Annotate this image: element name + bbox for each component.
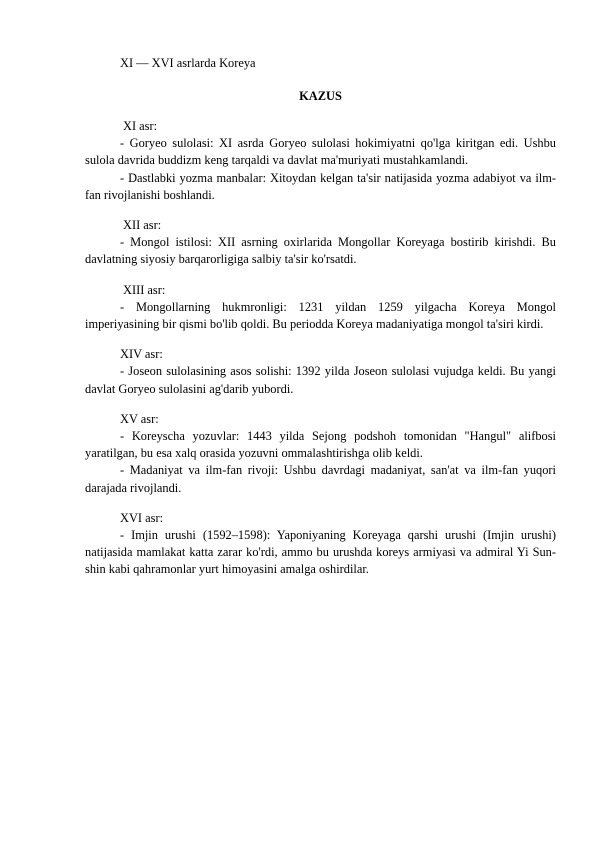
section-paragraph: - Koreyscha yozuvlar: 1443 yilda Sejong podshoh tomonidan "Hangul" alifbosi yaratilgan, bu esa xalq orasida yozuvni ommalashtirishga olib keldi. <box>85 429 556 461</box>
section-paragraph: - Imjin urushi (1592–1598): Yaponiyaning Koreyaga qarshi urushi (Imjin urushi) natijasida mamlakat katta zarar ko'rdi, ammo bu urushda koreys armiyasi va admiral Yi Sun-shin kabi qahramonlar yurt himoyasini amalga oshirdilar. <box>85 528 556 577</box>
document-title: XI — XVI asrlarda Koreya <box>120 56 256 70</box>
section-label: XII asr: <box>123 218 162 233</box>
section-paragraph: - Mongollarning hukmronligi: 1231 yildan 1259 yilgacha Koreya Mongol imperiyasining bir qismi bo'lib qoldi. Bu periodda Koreya madaniyatiga mongol ta'siri kirdi. <box>85 299 556 332</box>
section-xiii <box>85 282 556 334</box>
section-xiv <box>85 346 556 398</box>
section-label: XI asr: <box>123 119 158 133</box>
section-paragraph: - Goryeo sulolasi: XI asrda Goryeo sulolasi hokimiyatni qo'lga kiritgan edi. Ushbu sulola davrida buddizm keng tarqaldi va davlat ma'muriyati mustahkamlandi. <box>85 136 556 168</box>
section-paragraph: - Joseon sulolasining asos solishi: 1392 yilda Joseon sulolasi vujudga keldi. Bu yangi davlat Goryeo sulolasini ag'darib yubordi. <box>85 364 556 396</box>
document-heading: KAZUS <box>299 89 342 103</box>
section-paragraph: - Mongol istilosi: XII asrning oxirlarida Mongollar Koreyaga bostirib kirishdi. Bu davlatning siyosiy barqarorligiga salbiy ta'sir ko'rsatdi. <box>85 235 556 267</box>
section-xi <box>85 118 556 204</box>
section-xv <box>85 411 556 497</box>
section-paragraph: - Dastlabki yozma manbalar: Xitoydan kelgan ta'sir natijasida yozma adabiyot va ilm-fan rivojlanishi boshlandi. <box>85 170 556 202</box>
section-label: XIII asr: <box>123 282 166 297</box>
section-xii <box>85 217 556 269</box>
section-label: XV asr: <box>120 411 159 426</box>
document-body <box>85 55 556 579</box>
section-xvi <box>85 510 556 579</box>
section-paragraph: - Madaniyat va ilm-fan rivoji: Ushbu davrdagi madaniyat, san'at va ilm-fan yuqori darajada rivojlandi. <box>85 463 556 495</box>
section-label: XIV asr: <box>120 347 163 362</box>
section-label: XVI asr: <box>120 510 164 525</box>
